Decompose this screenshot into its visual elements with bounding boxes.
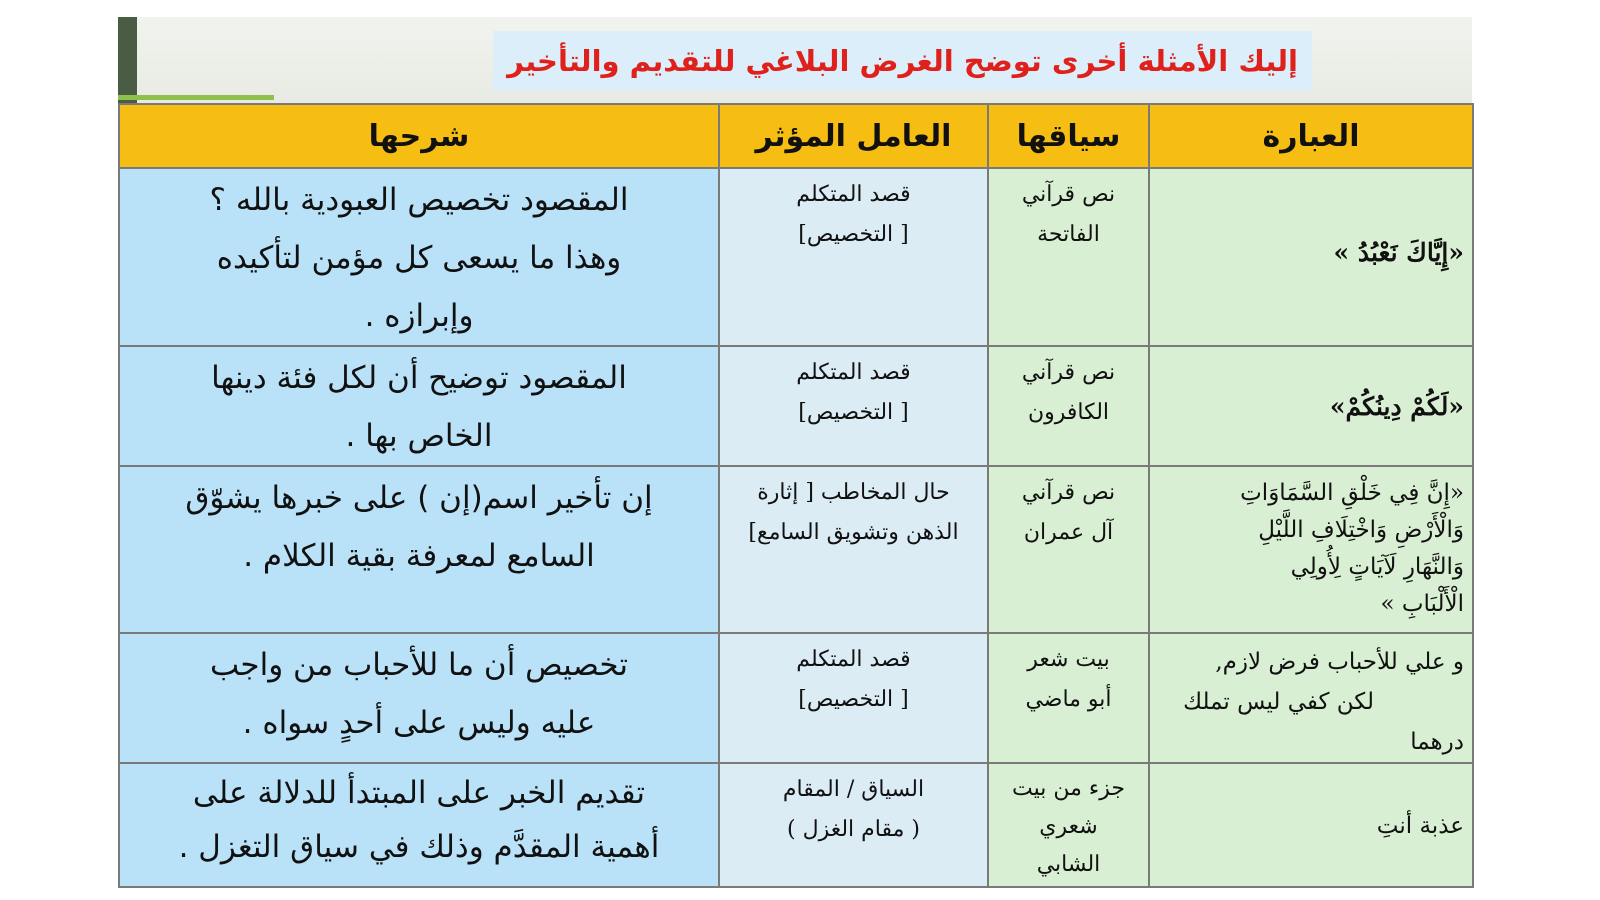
factor-line: الذهن وتشويق السامع] bbox=[748, 520, 959, 545]
context-line: نص قرآني bbox=[1021, 360, 1116, 385]
expression-line: «لَكُمْ دِينُكُمْ» bbox=[1329, 392, 1464, 421]
cell-factor bbox=[719, 346, 988, 466]
explanation-line: تخصيص أن ما للأحباب من واجب bbox=[209, 647, 629, 683]
context-line: الكافرون bbox=[1027, 400, 1110, 425]
cell-context bbox=[988, 168, 1149, 346]
context-line: نص قرآني bbox=[1021, 182, 1116, 207]
table-row bbox=[119, 466, 1473, 633]
cell-factor bbox=[719, 168, 988, 346]
cell-context bbox=[988, 633, 1149, 763]
explanation-line: وهذا ما يسعى كل مؤمن لتأكيده bbox=[216, 240, 622, 276]
cell-expression bbox=[1149, 763, 1473, 887]
header-context: سياقها bbox=[988, 104, 1149, 168]
cell-factor bbox=[719, 763, 988, 887]
cell-explanation bbox=[119, 346, 719, 466]
cell-explanation bbox=[119, 763, 719, 887]
expression-line: «إِيَّاكَ نَعْبُدُ » bbox=[1333, 238, 1464, 267]
expression-line: «إِنَّ فِي خَلْقِ السَّمَاوَاتِ bbox=[1240, 480, 1464, 506]
context-line: آل عمران bbox=[1023, 520, 1114, 545]
decorative-left-bar bbox=[118, 17, 137, 103]
explanation-line: المقصود توضيح أن لكل فئة دينها bbox=[211, 360, 627, 396]
context-line: نص قرآني bbox=[1021, 480, 1116, 505]
context-line: أبو ماضي bbox=[1025, 687, 1112, 712]
table-row bbox=[119, 346, 1473, 466]
header-factor: العامل المؤثر bbox=[719, 104, 988, 168]
cell-explanation bbox=[119, 633, 719, 763]
expression-line: عذبة أنتِ bbox=[1376, 813, 1464, 839]
cell-expression bbox=[1149, 168, 1473, 346]
expression-line: وَالْأَرْضِ وَاخْتِلَافِ اللَّيْلِ bbox=[1258, 517, 1464, 543]
factor-line: قصد المتكلم bbox=[796, 182, 911, 207]
factor-line: قصد المتكلم bbox=[796, 647, 911, 672]
cell-expression bbox=[1149, 346, 1473, 466]
expression-line: درهما bbox=[1410, 729, 1464, 755]
context-line: جزء من بيت bbox=[1012, 776, 1125, 801]
cell-expression bbox=[1149, 633, 1473, 763]
explanation-line: المقصود تخصيص العبودية بالله ؟ bbox=[209, 182, 629, 218]
context-line: بيت شعر bbox=[1027, 647, 1110, 672]
cell-explanation bbox=[119, 168, 719, 346]
explanation-line: الخاص بها . bbox=[345, 418, 493, 454]
table-row bbox=[119, 763, 1473, 887]
cell-context bbox=[988, 763, 1149, 887]
cell-expression bbox=[1149, 466, 1473, 633]
context-line: شعري bbox=[1039, 814, 1098, 839]
table-header-row bbox=[119, 104, 1473, 168]
cell-factor bbox=[719, 633, 988, 763]
context-line: الشابي bbox=[1036, 852, 1101, 877]
factor-line: [ التخصيص] bbox=[798, 687, 909, 712]
header-expression: العبارة bbox=[1149, 104, 1473, 168]
cell-context bbox=[988, 346, 1149, 466]
expression-line: لكن كفي ليس تملك bbox=[1183, 689, 1374, 715]
title-box bbox=[493, 31, 1312, 91]
examples-table bbox=[118, 103, 1474, 888]
factor-line: السياق / المقام bbox=[782, 777, 925, 802]
cell-context bbox=[988, 466, 1149, 633]
table-row bbox=[119, 633, 1473, 763]
expression-line: الْأَلْبَابِ » bbox=[1380, 591, 1464, 617]
slide bbox=[118, 17, 1472, 890]
explanation-line: عليه وليس على أحدٍ سواه . bbox=[242, 705, 596, 741]
explanation-line: أهمية المقدَّم وذلك في سياق التغزل . bbox=[178, 829, 660, 865]
table-row bbox=[119, 168, 1473, 346]
factor-line: [ التخصيص] bbox=[798, 222, 909, 247]
explanation-line: السامع لمعرفة بقية الكلام . bbox=[243, 538, 595, 574]
explanation-line: تقديم الخبر على المبتدأ للدلالة على bbox=[192, 775, 646, 811]
decorative-accent-line bbox=[118, 95, 274, 100]
cell-factor bbox=[719, 466, 988, 633]
factor-line: ( مقام الغزل ) bbox=[787, 817, 920, 842]
explanation-line: وإبرازه . bbox=[364, 298, 474, 334]
expression-line: وَالنَّهَارِ لَآيَاتٍ لِأُولِي bbox=[1290, 554, 1464, 580]
factor-line: حال المخاطب [ إثارة bbox=[757, 480, 950, 505]
factor-line: قصد المتكلم bbox=[796, 360, 911, 385]
expression-line: و علي للأحباب فرض لازم, bbox=[1215, 649, 1464, 675]
factor-line: [ التخصيص] bbox=[798, 400, 909, 425]
slide-title: إليك الأمثلة أخرى توضح الغرض البلاغي للتقديم والتأخير bbox=[507, 44, 1298, 78]
header-explanation: شرحها bbox=[119, 104, 719, 168]
cell-explanation bbox=[119, 466, 719, 633]
explanation-line: إن تأخير اسم(إن ) على خبرها يشوّق bbox=[185, 480, 653, 516]
context-line: الفاتحة bbox=[1037, 222, 1100, 247]
